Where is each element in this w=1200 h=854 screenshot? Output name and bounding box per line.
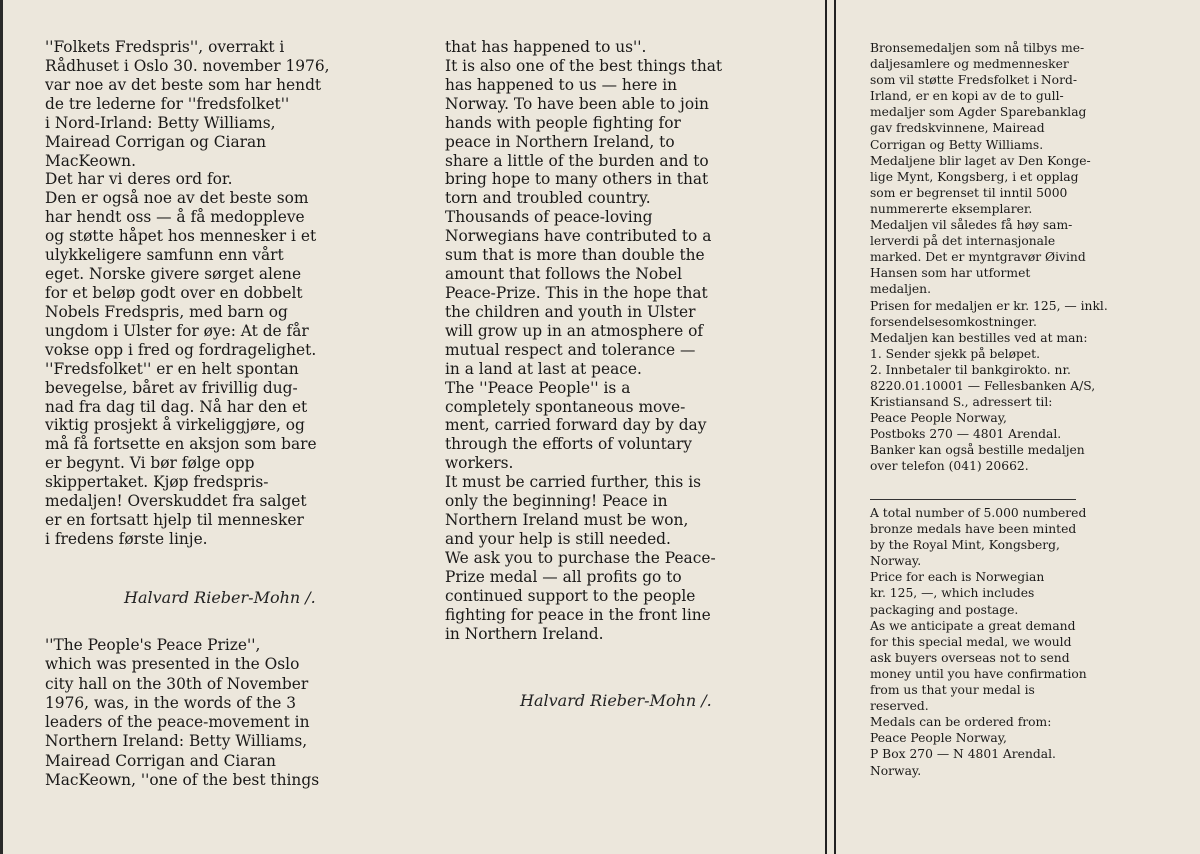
text-line: by the Royal Mint, Kongsberg, [870, 538, 1060, 553]
text-line: Norway. [870, 554, 922, 569]
text-line: Hansen som har utformet [870, 266, 1031, 281]
text-line: eget. Norske givere sørget alene [45, 265, 302, 284]
text-line: lerverdi på det internasjonale [870, 234, 1056, 249]
text-line: Irland, er en kopi av de to gull- [870, 89, 1064, 104]
text-line: Thousands of peace-loving [445, 208, 653, 227]
text-line: torn and troubled country. [445, 189, 651, 208]
text-line: Norway. [870, 763, 922, 778]
text-line: må få fortsette en aksjon som bare [45, 435, 317, 454]
text-line: mutual respect and tolerance — [445, 340, 696, 359]
text-line: in Northern Ireland. [445, 624, 604, 643]
text-line: Norway. To have been able to join [445, 94, 709, 113]
text-line: from us that your medal is [870, 683, 1035, 698]
text-line: og støtte håpet hos mennesker i et [45, 227, 317, 246]
text-line: gav fredskvinnene, Mairead [870, 121, 1045, 136]
text-line: medaljer som Agder Sparebanklag [870, 105, 1087, 120]
text-line: Norwegians have contributed to a [445, 227, 712, 246]
text-line: Mairead Corrigan and Ciaran [45, 751, 276, 770]
text-line: de tre lederne for ''fredsfolket'' [45, 94, 290, 113]
text-line: Price for each is Norwegian [870, 570, 1045, 585]
text-line: i fredens første linje. [45, 529, 208, 548]
text-line: ''Folkets Fredspris'', overrakt i [45, 38, 285, 56]
text-line: Medaljen kan bestilles ved at man: [870, 330, 1088, 345]
text-line: that has happened to us''. [445, 38, 647, 56]
text-line: money until you have confirmation [870, 666, 1087, 681]
text-line: i Nord-Irland: Betty Williams, [45, 113, 276, 132]
text-line: Peace-Prize. This in the hope that [445, 283, 708, 302]
text-line: 1. Sender sjekk på beløpet. [870, 346, 1041, 361]
text-line: Medals can be ordered from: [870, 715, 1052, 730]
text-line: only the beginning! Peace in [445, 492, 668, 511]
text-line: viktig prosjekt å virkeliggjøre, og [45, 416, 305, 435]
text-line: Peace People Norway, [870, 411, 1007, 426]
text-line: forsendelsesomkostninger. [870, 314, 1037, 329]
text-line: peace in Northern Ireland, to [445, 132, 675, 151]
text-line: sum that is more than double the [445, 246, 705, 265]
signature-middle: Halvard Rieber-Mohn /. [520, 691, 712, 710]
text-line: Nobels Fredspris, med barn og [45, 302, 288, 321]
text-line: As we anticipate a great demand [870, 618, 1076, 633]
fold-line-2 [834, 0, 836, 854]
text-line: 8220.01.10001 — Fellesbanken A/S, [870, 378, 1096, 393]
text-line: var noe av det beste som har hendt [45, 75, 322, 94]
text-line: The ''Peace People'' is a [445, 378, 631, 397]
fold-line-1 [825, 0, 827, 854]
text-line: city hall on the 30th of November [45, 674, 309, 693]
right-norwegian-text [870, 40, 1108, 475]
text-line: in a land at last at peace. [445, 359, 642, 378]
text-line: MacKeown. [45, 151, 136, 170]
text-line: ulykkeligere samfunn enn vårt [45, 246, 284, 265]
text-line: through the efforts of voluntary [445, 435, 693, 454]
text-line: Medaljen vil således få høy sam- [870, 218, 1073, 233]
text-line: nummererte eksemplarer. [870, 201, 1033, 216]
text-line: ''The People's Peace Prize'', [45, 636, 261, 654]
text-line: Peace People Norway, [870, 731, 1007, 746]
middle-english-text [445, 38, 722, 644]
text-line: A total number of 5.000 numbered [870, 506, 1087, 520]
text-line: lige Mynt, Kongsberg, i et opplag [870, 169, 1079, 184]
text-line: completely spontaneous move- [445, 397, 686, 416]
text-line: reserved. [870, 699, 929, 714]
text-line: continued support to the people [445, 586, 696, 605]
text-line: over telefon (041) 20662. [870, 459, 1029, 474]
text-line: has happened to us — here in [445, 75, 678, 94]
text-line: nad fra dag til dag. Nå har den et [45, 397, 308, 416]
text-line: bring hope to many others in that [445, 170, 709, 189]
text-line: bevegelse, båret av frivillig dug- [45, 378, 298, 397]
left-norwegian-text [45, 38, 330, 549]
text-line: Prize medal — all profits go to [445, 567, 682, 586]
text-line: Corrigan og Betty Williams. [870, 137, 1044, 152]
text-line: ask buyers overseas not to send [870, 650, 1070, 665]
text-line: skippertaket. Kjøp fredspris- [45, 473, 269, 492]
text-line: har hendt oss — å få medoppleve [45, 208, 305, 227]
text-line: ungdom i Ulster for øye: At de får [45, 321, 309, 340]
text-line: bronze medals have been minted [870, 522, 1077, 537]
text-line: Banker kan også bestille medaljen [870, 443, 1085, 458]
text-line: P Box 270 — N 4801 Arendal. [870, 747, 1056, 762]
text-line: er begynt. Vi bør følge opp [45, 454, 255, 473]
text-line: 2. Innbetaler til bankgirokto. nr. [870, 362, 1071, 377]
text-line: marked. Det er myntgravør Øivind [870, 250, 1086, 265]
text-line: fighting for peace in the front line [445, 605, 711, 624]
text-line: ''Fredsfolket'' er en helt spontan [45, 359, 299, 378]
text-line: and your help is still needed. [445, 529, 671, 548]
text-line: Northern Ireland must be won, [445, 511, 689, 530]
text-line: Medaljene blir laget av Den Konge- [870, 153, 1091, 168]
text-line: medaljen. [870, 282, 931, 297]
text-line: amount that follows the Nobel [445, 265, 683, 284]
left-english-text [45, 636, 319, 790]
text-line: daljesamlere og medmennesker [870, 57, 1069, 72]
text-line: Mairead Corrigan og Ciaran [45, 132, 267, 151]
signature-left: Halvard Rieber-Mohn /. [124, 588, 316, 607]
text-line: which was presented in the Oslo [45, 655, 300, 674]
text-line: vokse opp i fred og fordragelighet. [45, 340, 317, 359]
text-line: 1976, was, in the words of the 3 [45, 693, 296, 712]
text-line: hands with people fighting for [445, 113, 681, 132]
text-line: Den er også noe av det beste som [45, 189, 309, 208]
text-line: er en fortsatt hjelp til mennesker [45, 511, 304, 530]
text-line: It is also one of the best things that [445, 56, 723, 75]
text-line: workers. [445, 454, 514, 473]
text-line: share a little of the burden and to [445, 151, 709, 170]
text-line: Det har vi deres ord for. [45, 170, 233, 189]
text-line: Postboks 270 — 4801 Arendal. [870, 427, 1062, 442]
text-line: for this special medal, we would [870, 634, 1072, 649]
text-line: the children and youth in Ulster [445, 302, 696, 321]
right-english-text [870, 505, 1087, 779]
text-line: Northern Ireland: Betty Williams, [45, 732, 308, 751]
text-line: We ask you to purchase the Peace- [445, 548, 716, 567]
text-line: Rådhuset i Oslo 30. november 1976, [45, 56, 330, 75]
text-line: medaljen! Overskuddet fra salget [45, 492, 307, 511]
text-line: Bronsemedaljen som nå tilbys me- [870, 41, 1085, 55]
text-line: som er begrenset til inntil 5000 [870, 185, 1068, 200]
divider-rule [870, 499, 1076, 500]
page-edge [0, 0, 3, 854]
text-line: Prisen for medaljen er kr. 125, — inkl. [870, 298, 1108, 313]
text-line: Kristiansand S., adressert til: [870, 395, 1053, 410]
text-line: packaging and postage. [870, 602, 1019, 617]
text-line: will grow up in an atmosphere of [445, 321, 704, 340]
text-line: MacKeown, ''one of the best things [45, 771, 320, 790]
text-line: for et beløp godt over en dobbelt [45, 283, 303, 302]
text-line: kr. 125, —, which includes [870, 586, 1035, 601]
text-line: som vil støtte Fredsfolket i Nord- [870, 73, 1077, 88]
text-line: ment, carried forward day by day [445, 416, 707, 435]
text-line: leaders of the peace-movement in [45, 713, 310, 732]
text-line: It must be carried further, this is [445, 473, 702, 492]
